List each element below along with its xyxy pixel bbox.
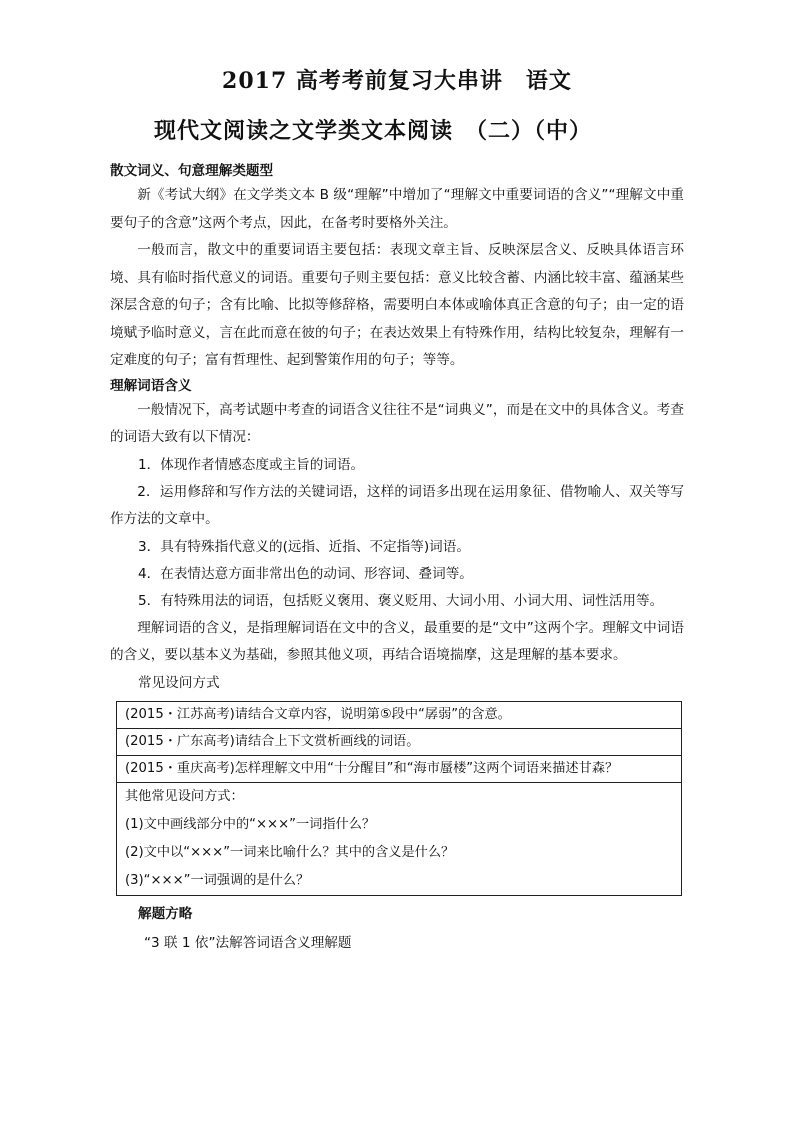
list-item: 5．有特殊用法的词语，包括贬义褒用、褒义贬用、大词小用、小词大用、词性活用等。 — [138, 592, 664, 609]
list-item: (3)“×××”一词强调的是什么？ — [125, 872, 310, 888]
table-row — [117, 728, 682, 755]
list-item: 3．具有特殊指代意义的(远指、近指、不定指等)词语。 — [138, 538, 470, 555]
common-questions-label: 常见设问方式 — [138, 674, 220, 691]
paragraph-zhongyao-ciyu: 一般而言，散文中的重要词语主要包括：表现文章主旨、反映深层含义、反映具体语言环境、具有临时指代意义的词语。重要句子则主要包括：意义比较含蓄、内涵比较丰富、蕴涵某些深层含意的句子；含有比喻、比拟等修辞格，需要明白本体或喻体真正含意的句子；由一定的语境赋予临时意义，言在此而意在彼的句子；在表达效果上有特殊作用，结构比较复杂，理解有一定难度的句子；富有哲理性、起到警策作用的句子；等等。 — [110, 242, 684, 368]
list-item: 2．运用修辞和写作方法的关键词语，这样的词语多出现在运用象征、借物喻人、双关等写作方法的文章中。 — [110, 483, 684, 527]
list-item: (1)文中画线部分中的“×××”一词指什么？ — [125, 816, 376, 832]
table-cell: (2015・广东高考)请结合上下文赏析画线的词语。 — [117, 728, 682, 755]
table-cell-other — [117, 782, 682, 895]
table-row — [117, 782, 682, 895]
document-title: 2017 高考考前复习大串讲 语文 — [222, 68, 572, 94]
section-heading-sanwen: 散文词义、句意理解类题型 — [110, 163, 274, 179]
list-item: 4．在表情达意方面非常出色的动词、形容词、叠词等。 — [138, 565, 473, 582]
section-heading-ciyu-hanyi: 理解词语含义 — [110, 377, 192, 394]
paragraph-kaoshi-dagang: 新《考试大纲》在文学类文本 B 级“理解”中增加了“理解文中重要词语的含义”“理解文中重要句子的含意”这两个考点，因此，在备考时要格外关注。 — [110, 187, 684, 231]
question-table — [116, 701, 682, 896]
table-cell: (2015・重庆高考)怎样理解文中用“十分醒目”和“海市蜃楼”这两个词语来描述甘森？ — [117, 755, 682, 782]
table-row — [117, 701, 682, 728]
paragraph-summary: 理解词语的含义，是指理解词语在文中的含义，最重要的是“文中”这两个字。理解文中词语的含义，要以基本义为基础，参照其他义项，再结合语境揣摩，这是理解的基本要求。 — [110, 619, 684, 663]
table-row — [117, 755, 682, 782]
paragraph-intro: 一般情况下，高考试题中考查的词语含义往往不是“词典义”，而是在文中的具体含义。考查的词语大致有以下情况： — [110, 401, 684, 445]
document-subtitle: 现代文阅读之文学类文本阅读 （二）（中） — [154, 118, 593, 144]
strategy-heading: 解题方略 — [138, 905, 193, 922]
list-item: (2)文中以“×××”一词来比喻什么？其中的含义是什么？ — [125, 844, 455, 860]
strategy-line: “3 联 1 依”法解答词语含义理解题 — [144, 934, 352, 951]
list-item: 1．体现作者情感态度或主旨的词语。 — [138, 456, 365, 473]
table-cell: (2015・江苏高考)请结合文章内容，说明第⑤段中“孱弱”的含意。 — [117, 701, 682, 728]
document-body — [110, 160, 684, 956]
other-questions-label: 其他常见设问方式： — [125, 788, 244, 804]
